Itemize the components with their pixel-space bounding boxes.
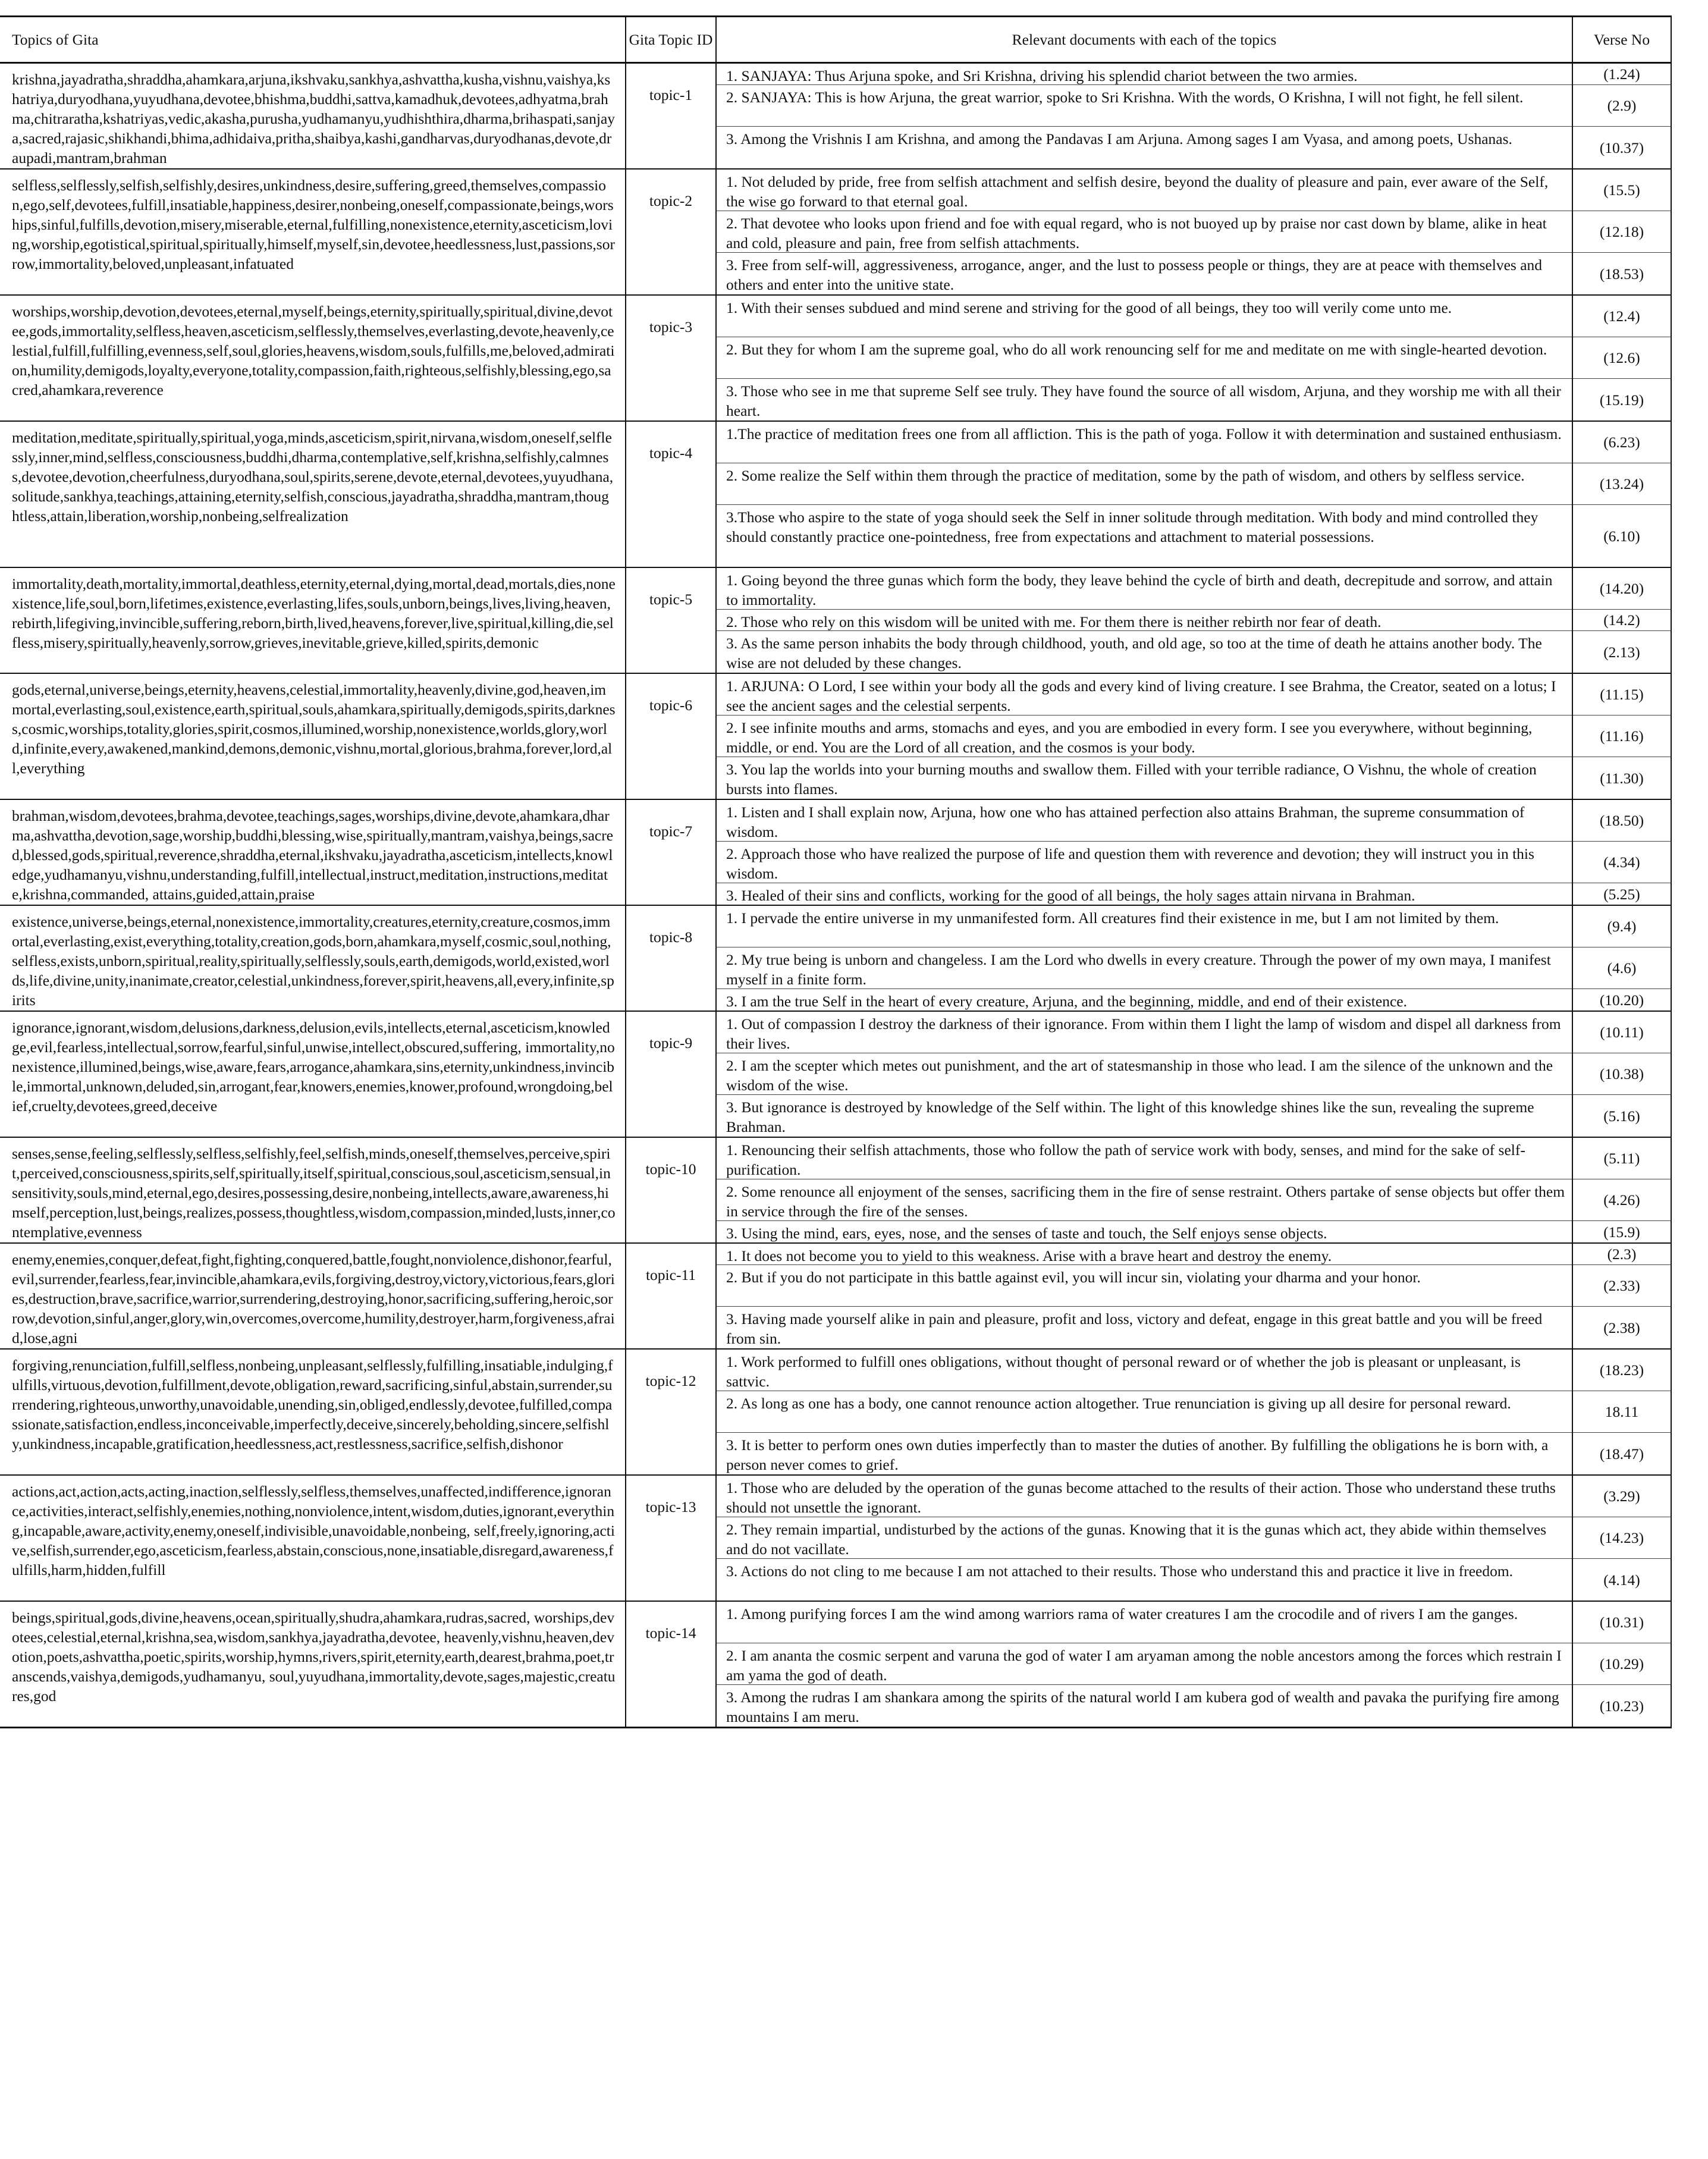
topic-documents: [716, 421, 1572, 567]
document-text: 1.The practice of meditation frees one from all affliction. This is the path of yoga. Follow it with determination and sustained enthusiasm.: [717, 422, 1572, 463]
verse-number: (10.29): [1573, 1643, 1671, 1685]
verse-number: (4.14): [1603, 1571, 1640, 1589]
topic-id: topic-3: [626, 295, 716, 421]
verse-number: (12.6): [1573, 337, 1671, 379]
table-row: [0, 905, 1671, 1011]
document-text: 3. It is better to perform ones own duties imperfectly than to master the duties of another. By fulfilling the obligations he is born with, a person never comes to grief.: [726, 1436, 1549, 1473]
verse-number: (5.11): [1573, 1138, 1671, 1179]
document-text: 1. Among purifying forces I am the wind among warriors rama of water creatures I am the crocodile and of rivers I am the ganges.: [717, 1602, 1572, 1643]
topic-keywords: selfless,selflessly,selfish,selfishly,desires,unkindness,desire,suffering,greed,themselves,compassion,ego,self,devotees,fulfill,insatiable,happiness,desirer,nonbeing,oneself,compassionate,beings,worships,sinful,fulfills,devotion,misery,miserable,eternal,fulfilling,nonexistence,eternity,asceticism,loving,worship,egotistical,spiritual,spiritually,himself,myself,sin,devotee,heedlessness,lust,passions,sorrow,immortality,beloved,unpleasant,infatuated: [0, 169, 626, 295]
verse-number: (10.37): [1599, 139, 1644, 156]
document-text: 3. Actions do not cling to me because I am not attached to their results. Those who understand this and practice it live in freedom.: [726, 1562, 1514, 1580]
topic-documents: [716, 905, 1572, 1011]
topic-keywords: actions,act,action,acts,acting,inaction,selflessly,selfless,themselves,unaffected,indifference,ignorance,activities,interact,selfishly,enemies,nothing,nonviolence,intent,wisdom,duties,ignorant,everything,incapable,aware,activity,enemy,oneself,indivisible,unavoidable,nonbeing, self,freely,ignoring,active,selfish,surrender,ego,asceticism,fearless,abstain,conscious,none,insatiable,disregard,awareness,fulfills,harm,hidden,fulfill: [0, 1475, 626, 1601]
verse-number: (5.25): [1603, 885, 1640, 903]
gita-topics-table: [0, 15, 1672, 1728]
verse-number: (2.3): [1573, 1244, 1671, 1265]
topic-id: topic-14: [626, 1601, 716, 1728]
topic-keywords: immortality,death,mortality,immortal,deathless,eternity,eternal,dying,mortal,dead,mortals,dies,nonexistence,life,soul,born,lifetimes,existence,everlasting,lifes,souls,unborn,beings,lives,living,heaven,rebirth,lifegiving,invincible,suffering,reborn,birth,lived,heavens,forever,live,spiritual,killing,die,selfless,misery,spiritually,heavenly,sorrow,grieves,inevitable,grieve,killed,spirits,demonic: [0, 567, 626, 673]
topic-documents: [716, 1601, 1572, 1728]
document-text: 1. Going beyond the three gunas which form the body, they leave behind the cycle of birth and death, decrepitude and sorrow, and attain to immortality.: [717, 568, 1572, 610]
topic-verses: [1572, 1243, 1671, 1349]
topic-verses: [1572, 169, 1671, 295]
table-row: [0, 1137, 1671, 1243]
table-row: [0, 1601, 1671, 1728]
table-row: [0, 567, 1671, 673]
table-row: [0, 421, 1671, 567]
topic-keywords: existence,universe,beings,eternal,nonexistence,immortality,creatures,eternity,creature,cosmos,immortal,everlasting,exist,everything,totality,creation,gods,born,ahamkara,myself,cosmic,soul,nothing,selfless,exists,unborn,spiritual,reality,spiritually,selflessly,souls,earth,demigods,world,existed,worlds,life,divine,unity,inanimate,creator,celestial,unkindness,forever,spirit,heavens,all,every,infinite,spirits: [0, 905, 626, 1011]
verse-number: (3.29): [1573, 1476, 1671, 1517]
verse-number: (11.30): [1600, 769, 1644, 787]
document-text: 1. It does not become you to yield to this weakness. Arise with a brave heart and destroy the enemy.: [717, 1244, 1572, 1265]
document-text: 1. SANJAYA: Thus Arjuna spoke, and Sri Krishna, driving his splendid chariot between the two armies.: [717, 64, 1572, 85]
topic-id: topic-1: [626, 63, 716, 170]
topic-verses: [1572, 799, 1671, 905]
document-text: 2. My true being is unborn and changeless. I am the Lord who dwells in every creature. Through the power of my own maya, I manifest myself in a finite form.: [717, 947, 1572, 989]
table-row: [0, 1475, 1671, 1601]
verse-number: (2.9): [1573, 85, 1671, 127]
document-text: 2. But they for whom I am the supreme goal, who do all work renouncing self for me and meditate on me with single-hearted devotion.: [717, 337, 1572, 379]
verse-number: (4.6): [1573, 947, 1671, 989]
topic-verses: [1572, 1601, 1671, 1728]
document-text: 3. I am the true Self in the heart of every creature, Arjuna, and the beginning, middle, and end of their existence.: [726, 993, 1407, 1010]
document-text: 3. Using the mind, ears, eyes, nose, and the senses of taste and touch, the Self enjoys sense objects.: [726, 1225, 1327, 1242]
table-row: [0, 673, 1671, 799]
document-text: 1. ARJUNA: O Lord, I see within your body all the gods and every kind of living creature. I see Brahma, the Creator, seated on a lotus; I see the ancient sages and the celestial serpents.: [717, 674, 1572, 716]
verse-number: (10.11): [1573, 1012, 1671, 1053]
topic-id: topic-9: [626, 1011, 716, 1137]
topic-keywords: enemy,enemies,conquer,defeat,fight,fighting,conquered,battle,fought,nonviolence,dishonor,fearful,evil,surrender,fearless,fear,invincible,ahamkara,evils,forgiving,destroy,victory,victorious,fears,glories,destruction,brave,sacrifice,warrior,surrendering,destroying,honor,sacrificing,suffering,heroic,sorrow,devotion,sinful,anger,glory,win,overcomes,overcome,humility,destroyer,harm,forgiveness,afraid,lose,agni: [0, 1243, 626, 1349]
topic-keywords: gods,eternal,universe,beings,eternity,heavens,celestial,immortality,heavenly,divine,god,heaven,immortal,everlasting,soul,existence,earth,spiritual,souls,ahamkara,spiritually,demigods,spirits,darkness,cosmic,worships,totality,glories,spirit,cosmos,illumined,worship,nonexistence,worlds,glory,world,infinite,every,awakened,mankind,demons,demonic,vishnu,mortal,glorious,brahma,forever,lord,all,everything: [0, 673, 626, 799]
verse-number: 18.11: [1573, 1391, 1671, 1433]
topic-id: topic-13: [626, 1475, 716, 1601]
topic-documents: [716, 1243, 1572, 1349]
table-row: [0, 63, 1671, 170]
verse-number: (14.20): [1573, 568, 1671, 610]
topic-id: topic-12: [626, 1349, 716, 1475]
topic-documents: [716, 295, 1572, 421]
verse-number: (1.24): [1573, 64, 1671, 85]
document-text: 2. As long as one has a body, one cannot renounce action altogether. True renunciation is giving up all desire for personal reward.: [717, 1391, 1572, 1433]
document-text: 2. They remain impartial, undisturbed by the actions of the gunas. Knowing that it is the gunas which act, they abide within themselves and do not vacillate.: [717, 1517, 1572, 1559]
header-documents: Relevant documents with each of the topics: [716, 17, 1572, 63]
header-topics: Topics of Gita: [0, 17, 626, 63]
header-row: [0, 17, 1671, 63]
table-body: [0, 63, 1671, 1728]
topic-verses: [1572, 1137, 1671, 1243]
verse-number: (12.4): [1573, 296, 1671, 337]
verse-number: (9.4): [1573, 906, 1671, 947]
verse-number: (2.38): [1603, 1319, 1640, 1336]
document-text: 2. I see infinite mouths and arms, stomachs and eyes, and you are embodied in every form. I see you everywhere, without beginning, middle, or end. You are the Lord of all creation, and the cosmos is your body.: [717, 716, 1572, 757]
document-text: 2. I am the scepter which metes out punishment, and the art of statesmanship in those who lead. I am the silence of the unknown and the wisdom of the wise.: [717, 1053, 1572, 1095]
header-topic-id: Gita Topic ID: [626, 17, 716, 63]
document-text: 3. Those who see in me that supreme Self see truly. They have found the source of all wisdom, Arjuna, and they worship me with all their heart.: [726, 382, 1561, 419]
topic-id: topic-8: [626, 905, 716, 1011]
verse-number: (10.20): [1599, 991, 1644, 1009]
document-text: 2. Some realize the Self within them through the practice of meditation, some by the path of wisdom, and others by selfless service.: [717, 463, 1572, 505]
document-text: 3. You lap the worlds into your burning mouths and swallow them. Filled with your terrible radiance, O Vishnu, the whole of creation bursts into flames.: [726, 761, 1537, 798]
verse-number: (14.23): [1573, 1517, 1671, 1559]
document-text: 2. SANJAYA: This is how Arjuna, the great warrior, spoke to Sri Krishna. With the words, O Krishna, I will not fight, he fell silent.: [717, 85, 1572, 127]
document-text: 3.Those who aspire to the state of yoga should seek the Self in inner solitude through meditation. With body and mind controlled they should constantly practice one-pointedness, free from expectations and attachment to material possessions.: [726, 509, 1539, 545]
topic-documents: [716, 63, 1572, 170]
verse-number: (4.34): [1573, 842, 1671, 883]
verse-number: (4.26): [1573, 1179, 1671, 1221]
verse-number: (14.2): [1573, 610, 1671, 631]
verse-number: (15.9): [1603, 1223, 1640, 1241]
verse-number: (12.18): [1573, 211, 1671, 253]
document-text: 2. Those who rely on this wisdom will be united with me. For them there is neither rebirth nor fear of death.: [717, 610, 1572, 631]
verse-number: (11.15): [1573, 674, 1671, 716]
topic-documents: [716, 1137, 1572, 1243]
topic-documents: [716, 673, 1572, 799]
topic-verses: [1572, 295, 1671, 421]
header-verse: Verse No: [1572, 17, 1671, 63]
document-text: 1. Listen and I shall explain now, Arjuna, how one who has attained perfection also attains Brahman, the supreme consummation of wisdom.: [717, 800, 1572, 842]
topic-documents: [716, 169, 1572, 295]
topic-keywords: krishna,jayadratha,shraddha,ahamkara,arjuna,ikshvaku,sankhya,ashvattha,kusha,vishnu,vaishya,kshatriya,duryodhana,yuyudhana,devotee,bhishma,buddhi,sattva,kamadhuk,devotees,adhyatma,brahma,chitraratha,kshatriyas,vedic,akasha,purusha,yudhamanyu,yudhishthira,dharma,brihaspati,sanjaya,sacred,rajasic,shikhandi,bhima,adhidaiva,pritha,shaibya,kashi,gandharvas,duryodhanas,devote,draupadi,mantram,brahman: [0, 63, 626, 170]
topic-keywords: meditation,meditate,spiritually,spiritual,yoga,minds,asceticism,spirit,nirvana,wisdom,oneself,selflessly,inner,mind,selfless,consciousness,buddhi,dharma,contemplative,self,krishna,selfishly,calmness,devotee,devotion,cheerfulness,duryodhana,soul,spirits,serene,devote,eternal,devotees,yuyudhana,solitude,sankhya,teachings,attaining,eternity,selfish,conscious,jayadratha,shraddha,mantram,thoughtless,attain,liberation,worship,nonbeing,selfrealization: [0, 421, 626, 567]
topic-documents: [716, 1475, 1572, 1601]
document-text: 1. With their senses subdued and mind serene and striving for the good of all beings, they too will verily come unto me.: [717, 296, 1572, 337]
verse-number: (6.10): [1603, 527, 1640, 545]
table-row: [0, 1011, 1671, 1137]
topic-id: topic-5: [626, 567, 716, 673]
document-text: 2. Approach those who have realized the purpose of life and question them with reverence and devotion; they will instruct you in this wisdom.: [717, 842, 1572, 883]
document-text: 1. Those who are deluded by the operation of the gunas become attached to the results of their action. Those who understand these truths should not unsettle the ignorant.: [717, 1476, 1572, 1517]
table-row: [0, 1243, 1671, 1349]
document-text: 3. Among the rudras I am shankara among the spirits of the natural world I am kubera god of wealth and pavaka the purifying fire among mountains I am meru.: [726, 1689, 1559, 1725]
verse-number: (13.24): [1573, 463, 1671, 505]
topic-id: topic-10: [626, 1137, 716, 1243]
document-text: 2. But if you do not participate in this battle against evil, you will incur sin, violating your dharma and your honor.: [717, 1265, 1572, 1307]
topic-id: topic-4: [626, 421, 716, 567]
topic-verses: [1572, 1011, 1671, 1137]
document-text: 1. Work performed to fulfill ones obligations, without thought of personal reward or of whether the job is pleasant or unpleasant, is sattvic.: [717, 1350, 1572, 1391]
verse-number: (18.47): [1599, 1445, 1644, 1463]
verse-number: (2.13): [1603, 643, 1640, 661]
topic-keywords: ignorance,ignorant,wisdom,delusions,darkness,delusion,evils,intellects,eternal,asceticism,knowledge,evil,fearless,intellectual,sorrow,fearful,sinful,unwise,intellect,obscured,suffering, immortality,nonexistence,illumined,beings,wise,aware,fears,arrogance,ahamkara,sins,eternity,unkindness,invincible,immortal,unknown,deluded,sin,arrogant,fear,knowers,enemies,knower,profound,wrongdoing,belief,cruelty,devotees,greed,deceive: [0, 1011, 626, 1137]
topic-verses: [1572, 63, 1671, 170]
document-text: 1. Not deluded by pride, free from selfish attachment and selfish desire, beyond the duality of pleasure and pain, ever aware of the Self, the wise go forward to that eternal goal.: [717, 170, 1572, 211]
topic-verses: [1572, 421, 1671, 567]
table-row: [0, 799, 1671, 905]
verse-number: (2.33): [1573, 1265, 1671, 1307]
verse-number: (10.31): [1573, 1602, 1671, 1643]
topic-verses: [1572, 567, 1671, 673]
verse-number: (5.16): [1603, 1107, 1640, 1125]
table-row: [0, 1349, 1671, 1475]
document-text: 1. Out of compassion I destroy the darkness of their ignorance. From within them I light the lamp of wisdom and dispel all darkness from their lives.: [717, 1012, 1572, 1053]
verse-number: (15.19): [1599, 391, 1644, 409]
topic-keywords: forgiving,renunciation,fulfill,selfless,nonbeing,unpleasant,selflessly,fulfilling,insatiable,indulging,fulfills,virtuous,devotion,fulfillment,devote,obligation,reward,sacrificing,sinful,abstain,surrender,surrendering,righteous,unworthy,unavoidable,unending,sin,obliged,endlessly,devotee,fulfilled,compassionate,satisfaction,endless,inconceivable,imperfectly,deceive,sincerely,beholding,sincere,selfishly,unkindness,incapable,gratification,heedlessness,act,restlessness,sacrifice,selfish,dishonor: [0, 1349, 626, 1475]
document-text: 2. Some renounce all enjoyment of the senses, sacrificing them in the fire of sense restraint. Others partake of sense objects but offer them in service through the fire of the senses.: [717, 1179, 1572, 1221]
table-row: [0, 295, 1671, 421]
topic-verses: [1572, 1475, 1671, 1601]
topic-id: topic-2: [626, 169, 716, 295]
topic-documents: [716, 799, 1572, 905]
verse-number: (6.23): [1573, 422, 1671, 463]
topic-verses: [1572, 673, 1671, 799]
verse-number: (10.23): [1599, 1697, 1644, 1715]
document-text: 3. Healed of their sins and conflicts, working for the good of all beings, the holy sages attain nirvana in Brahman.: [726, 887, 1415, 904]
topics-table-wrapper: [0, 15, 1671, 1728]
verse-number: (10.38): [1573, 1053, 1671, 1095]
document-text: 1. Renouncing their selfish attachments, those who follow the path of service work with body, senses, and mind for the sake of self-purification.: [717, 1138, 1572, 1179]
document-text: 3. As the same person inhabits the body through childhood, youth, and old age, so too at the time of death he attains another body. The wise are not deluded by these changes.: [726, 635, 1542, 671]
verse-number: (18.50): [1573, 800, 1671, 842]
topic-keywords: senses,sense,feeling,selflessly,selfless,selfishly,feel,selfish,minds,oneself,themselves,perceive,spirit,perceived,consciousness,spirits,self,spiritually,itself,spiritual,conscious,soul,asceticism,sensual,insensitivity,souls,mind,eternal,ego,desires,possessing,desire,nonbeing,intellects,aware,awareness,himself,perception,lust,beings,realizes,possess,thoughtless,wisdom,compassion,minded,lusts,inner,contemplative,evenness: [0, 1137, 626, 1243]
topic-id: topic-11: [626, 1243, 716, 1349]
document-text: 2. I am ananta the cosmic serpent and varuna the god of water I am aryaman among the noble ancestors among the forces which restrain I am yama the god of death.: [717, 1643, 1572, 1685]
topic-verses: [1572, 905, 1671, 1011]
topic-verses: [1572, 1349, 1671, 1475]
table-row: [0, 169, 1671, 295]
topic-documents: [716, 1011, 1572, 1137]
verse-number: (15.5): [1573, 170, 1671, 211]
topic-keywords: worships,worship,devotion,devotees,eternal,myself,beings,eternity,spiritually,spiritual,divine,devotee,gods,immortality,selfless,heaven,asceticism,selflessly,themselves,everlasting,devote,heavenly,celestial,fulfill,fulfilling,evenness,self,soul,glories,heavens,wisdom,souls,fulfills,me,beloved,admiration,humility,demigods,loyalty,everyone,totality,compassion,faith,righteous,selfishly,blessing,ego,sacred,ahamkara,reverence: [0, 295, 626, 421]
topic-keywords: brahman,wisdom,devotees,brahma,devotee,teachings,sages,worships,divine,devote,ahamkara,dharma,ashvattha,devotion,sage,worship,buddhi,blessing,wise,spiritually,mantram,vaishya,beings,sacred,blessed,gods,spiritual,reverence,shraddha,eternal,ikshvaku,jayadratha,asceticism,intellects,knowledge,yudhamanyu,vishnu,understanding,fulfill,intellectual,instruct,meditation,instructions,meditate,krishna,commanded, attains,guided,attain,praise: [0, 799, 626, 905]
document-text: 1. I pervade the entire universe in my unmanifested form. All creatures find their existence in me, but I am not limited by them.: [717, 906, 1572, 947]
topic-documents: [716, 1349, 1572, 1475]
topic-keywords: beings,spiritual,gods,divine,heavens,ocean,spiritually,shudra,ahamkara,rudras,sacred, worships,devotees,celestial,eternal,krishna,sea,wisdom,sankhya,jayadratha,devotee, heavenly,vishnu,heaven,devotion,poets,ashvattha,poetic,spirits,worship,hymns,rivers,spirit,eternity,earth,dearest,brahma,poet,transcends,vaishya,demigods,yudhamanyu, soul,yuyudhana,immortality,devote,sages,majestic,creatures,god: [0, 1601, 626, 1728]
document-text: 3. Having made yourself alike in pain and pleasure, profit and loss, victory and defeat, engage in this great battle and you will be freed from sin.: [726, 1310, 1543, 1347]
document-text: 2. That devotee who looks upon friend and foe with equal regard, who is not buoyed up by praise nor cast down by blame, alike in heat and cold, pleasure and pain, free from selfish attachments.: [717, 211, 1572, 253]
document-text: 3. But ignorance is destroyed by knowledge of the Self within. The light of this knowledge shines like the sun, revealing the supreme Brahman.: [726, 1099, 1534, 1135]
verse-number: (11.16): [1573, 716, 1671, 757]
topic-documents: [716, 567, 1572, 673]
topic-id: topic-7: [626, 799, 716, 905]
document-text: 3. Free from self-will, aggressiveness, arrogance, anger, and the lust to possess people or things, they are at peace with themselves and others and enter into the unitive state.: [726, 256, 1543, 293]
topic-id: topic-6: [626, 673, 716, 799]
document-text: 3. Among the Vrishnis I am Krishna, and among the Pandavas I am Arjuna. Among sages I am Vyasa, and among poets, Ushanas.: [726, 130, 1512, 148]
verse-number: (18.23): [1573, 1350, 1671, 1391]
verse-number: (18.53): [1599, 265, 1644, 283]
